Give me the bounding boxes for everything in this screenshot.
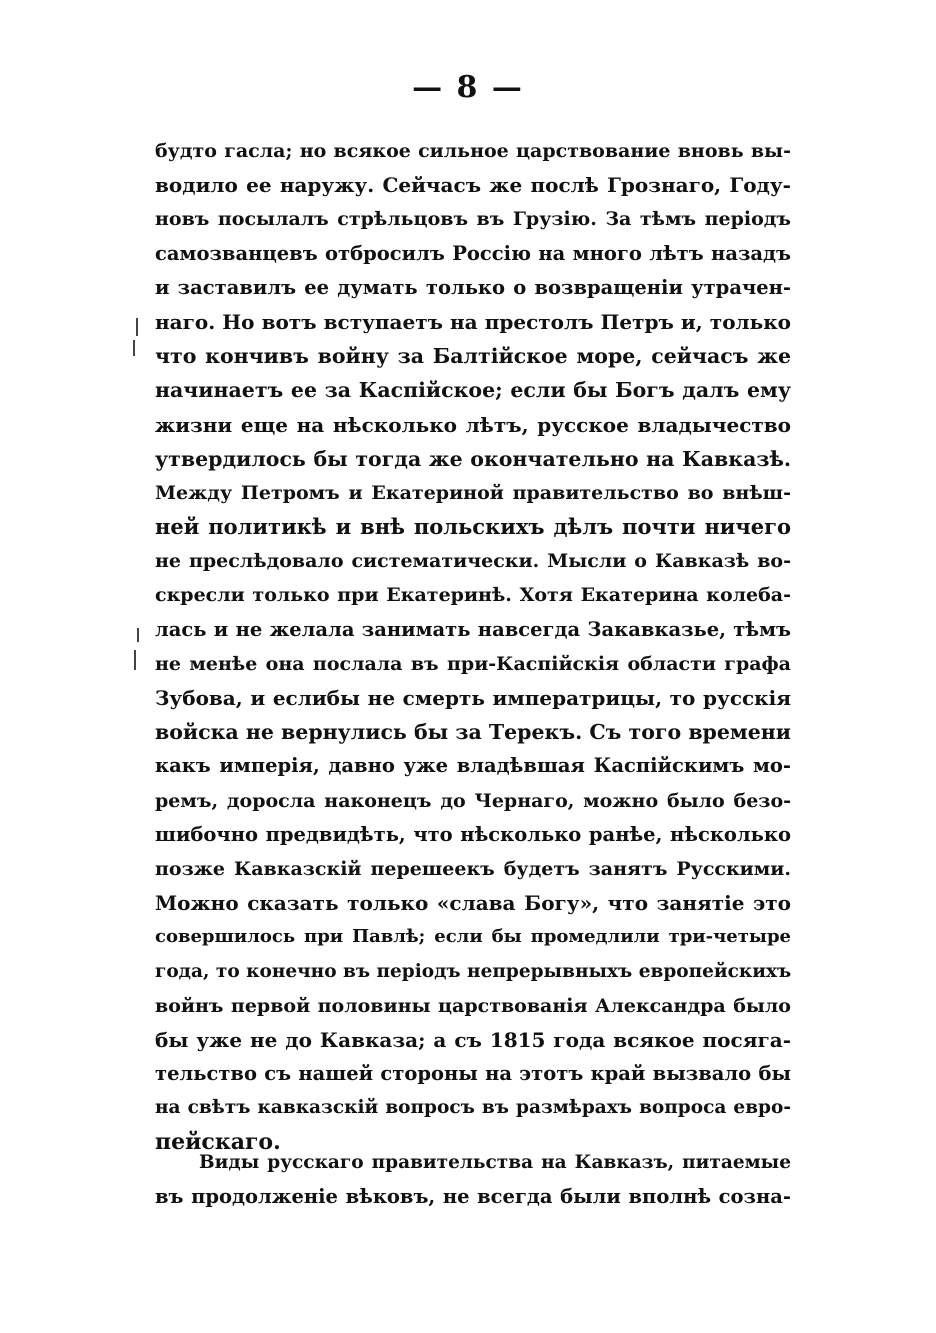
text-line: самозванцевъ отбросилъ Россію на много лѣтъ назадъ <box>155 241 791 265</box>
margin-mark <box>133 340 135 356</box>
text-line: лась и не желала занимать навсегда Закавказье, тѣмъ <box>155 617 791 641</box>
text-line: совершилось при Павлѣ; если бы промедлили три-четыре <box>155 926 791 948</box>
margin-mark <box>136 318 138 336</box>
text-line: что кончивъ войну за Балтійское море, сейчасъ же <box>155 344 791 369</box>
text-line: войнъ первой половины царствованія Александра было <box>155 994 791 1017</box>
text-line: водило ее наружу. Сейчасъ же послѣ Грознаго, Году- <box>155 173 791 198</box>
text-line: жизни еще на нѣсколько лѣтъ, русское владычество <box>155 412 791 437</box>
page-number: — 8 — <box>412 70 524 105</box>
text-line: бы уже не до Кавказа; а съ 1815 года всякое посяга- <box>155 1027 791 1052</box>
text-line: шибочно предвидѣть, что нѣсколько ранѣе, нѣсколько <box>155 822 791 846</box>
text-line: будто гасла; но всякое сильное царствование вновь вы- <box>155 140 791 162</box>
text-line: и заставилъ ее думать только о возвращеніи утрачен- <box>155 275 791 299</box>
margin-mark <box>137 628 139 642</box>
text-line: тельство съ нашей стороны на этотъ край вызвало бы <box>155 1062 791 1086</box>
text-line: на свѣтъ кавказскій вопросъ въ размѣрахъ вопроса евро- <box>155 1097 791 1119</box>
text-line: скресли только при Екатеринѣ. Хотя Екатерина колеба- <box>155 584 791 607</box>
text-line: позже Кавказскій перешеекъ будетъ занятъ Русскими. <box>155 857 791 880</box>
text-line: ремъ, доросла наконецъ до Чернаго, можно было безо- <box>155 789 791 812</box>
text-line: пейскаго. <box>155 1129 281 1156</box>
paragraph-2 <box>155 1146 791 1214</box>
text-line: въ продолженіе вѣковъ, не всегда были вполнѣ созна- <box>155 1185 791 1209</box>
text-line: ней политикѣ и внѣ польскихъ дѣлъ почти ничего <box>155 514 791 540</box>
text-line: не преслѣдовало систематически. Мысли о Кавказѣ во- <box>155 550 791 573</box>
margin-mark <box>134 650 136 670</box>
text-line: Между Петромъ и Екатериной правительство во внѣш- <box>155 481 791 504</box>
paragraph-1 <box>155 134 791 1160</box>
text-line: какъ имперія, давно уже владѣвшая Каспійскимъ мо- <box>155 754 791 778</box>
text-line: войска не вернулись бы за Терекъ. Съ того времени <box>155 720 791 745</box>
text-line: не менѣе она послала въ при-Каспійскія области графа <box>155 652 791 675</box>
text-line: Зубова, и еслибы не смерть императрицы, то русскія <box>155 686 791 710</box>
text-line: Можно сказать только «слава Богу», что занятіе это <box>155 891 791 916</box>
text-line: года, то конечно въ періодъ непрерывныхъ европейскихъ <box>155 960 792 982</box>
text-line: начинаетъ ее за Каспійское; если бы Богъ далъ ему <box>155 378 791 403</box>
text-line: Виды русскаго правительства на Кавказъ, питаемые <box>199 1152 791 1173</box>
text-line: новъ посылалъ стрѣльцовъ въ Грузію. За тѣмъ періодъ <box>155 208 791 231</box>
text-line: утвердилось бы тогда же окончательно на Кавказѣ. <box>155 446 791 471</box>
text-line: наго. Но вотъ вступаетъ на престолъ Петръ и, только <box>155 309 791 334</box>
